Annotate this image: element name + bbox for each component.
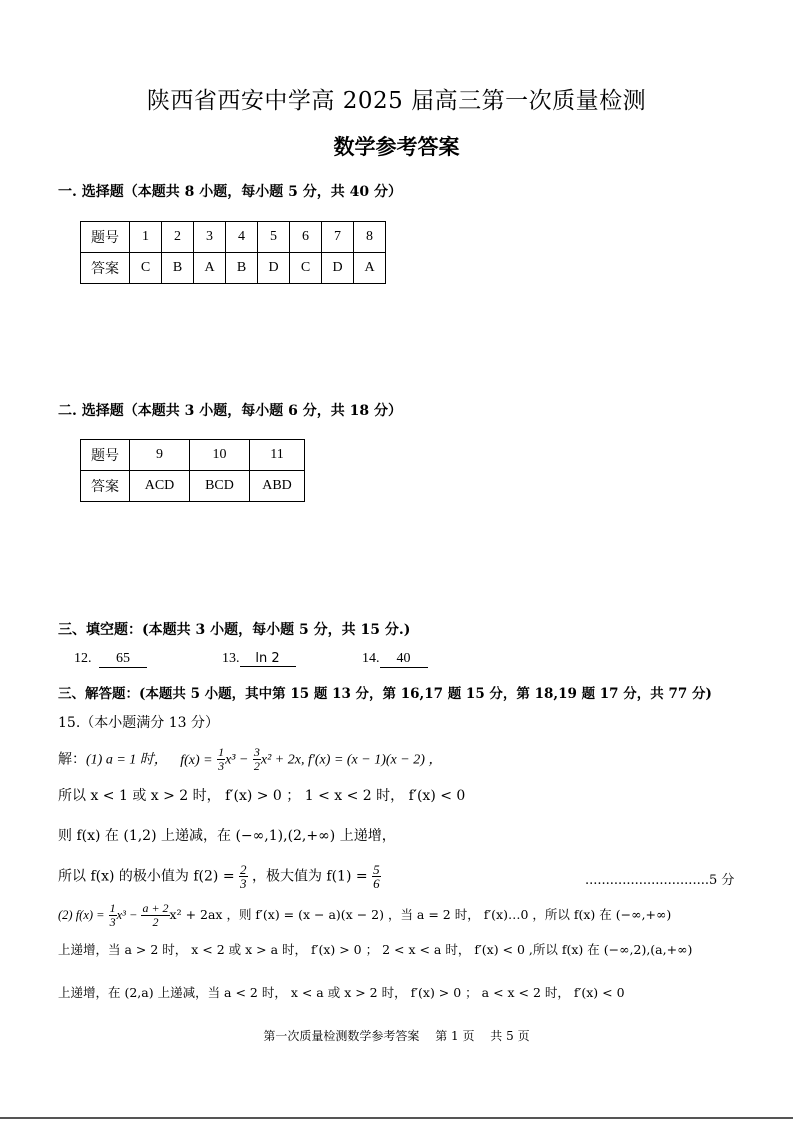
table-cell: ACD [130, 471, 190, 502]
table-cell: 7 [322, 222, 354, 253]
page-footer: 第一次质量检测数学参考答案 第 1 页 共 5 页 [263, 1029, 530, 1043]
table-cell: 11 [250, 440, 305, 471]
fill-value: ln 2 [240, 651, 296, 667]
solution-text: (1) a = 1 时， [86, 752, 168, 768]
fraction-num: 2 [240, 862, 247, 877]
table-cell: 10 [190, 440, 250, 471]
table-cell: D [258, 253, 290, 284]
section4-heading: 三、解答题：(本题共 5 小题，其中第 15 题 13 分，第 16,17 题 15 分，第 18,19 题 17 分，共 77 分) [58, 686, 712, 702]
fraction-num: 1 [109, 901, 116, 915]
table-header-cell: 题号 [81, 440, 130, 471]
solution-line-1 [58, 746, 442, 773]
fill-answer-13 [222, 651, 296, 667]
table-cell: C [130, 253, 162, 284]
section3-heading: 三、填空题：(本题共 3 小题，每小题 5 分，共 15 分.) [58, 622, 411, 638]
table-cell: A [194, 253, 226, 284]
fraction-num: 5 [373, 862, 380, 877]
table-cell: B [162, 253, 194, 284]
table-cell: ABD [250, 471, 305, 502]
table-header-cell: 答案 [81, 471, 130, 502]
fill-answer-14 [362, 651, 428, 668]
solution-text: f(x) = [180, 752, 213, 768]
table-row [81, 471, 305, 502]
table-cell: 4 [226, 222, 258, 253]
solution-line-5 [58, 902, 671, 929]
table-cell: 6 [290, 222, 322, 253]
table-cell: 9 [130, 440, 190, 471]
fraction [253, 746, 261, 773]
table-row [81, 253, 386, 284]
table-cell: 3 [194, 222, 226, 253]
fill-value: 65 [99, 651, 147, 668]
fill-number: 13. [222, 651, 240, 666]
fraction [109, 902, 117, 929]
answer-table-1 [80, 221, 386, 284]
table-header-cell: 题号 [81, 222, 130, 253]
table-cell: 2 [162, 222, 194, 253]
solution-line-6: 上递增，当 a > 2 时， x < 2 或 x > a 时， f′(x) > 0 ； 2 < x < a 时， f′(x) < 0 ,所以 f(x) 在 (−∞,2),(a,+∞) [58, 942, 693, 957]
score-marker: ..............................5 分 [585, 873, 735, 888]
solution-line-2: 所以 x < 1 或 x > 2 时， f′(x) > 0 ； 1 < x < 2 时， f′(x) < 0 [58, 788, 466, 804]
table-cell: 5 [258, 222, 290, 253]
page-title: 陕西省西安中学高 2025 届高三第一次质量检测 [146, 88, 647, 114]
fraction [239, 863, 248, 890]
fraction-den: 2 [152, 915, 159, 929]
table-cell: 1 [130, 222, 162, 253]
solution-text: (2) f(x) = [58, 908, 105, 922]
solution-text: x² + 2ax ，则 f′(x) = (x − a)(x − 2) ，当 a = 2 时， f′(x)…0 ，所以 f(x) 在 (−∞,+∞) [169, 907, 672, 922]
section2-heading: 二. 选择题（本题共 3 小题，每小题 6 分，共 18 分） [58, 403, 402, 419]
solution-line-7: 上递增，在 (2,a) 上递减，当 a < 2 时， x < a 或 x > 2 时， f′(x) > 0 ； a < x < 2 时， f′(x) < 0 [58, 985, 625, 1000]
table-cell: D [322, 253, 354, 284]
fraction-den: 3 [109, 915, 116, 929]
solution-text: x³ − [225, 752, 249, 768]
fill-number: 14. [362, 651, 380, 666]
fraction [141, 902, 169, 929]
fill-answer-12 [74, 651, 147, 668]
page-subtitle: 数学参考答案 [333, 134, 460, 159]
solution-text: ，极大值为 f(1) = [251, 868, 368, 885]
solution-line-4 [58, 863, 381, 890]
fraction [372, 863, 381, 890]
table-cell: BCD [190, 471, 250, 502]
solution-text: 所以 f(x) 的极小值为 f(2) = [58, 868, 235, 885]
table-header-cell: 答案 [81, 253, 130, 284]
table-row [81, 222, 386, 253]
table-row [81, 440, 305, 471]
table-cell: 8 [354, 222, 386, 253]
section1-heading: 一. 选择题（本题共 8 小题，每小题 5 分，共 40 分） [58, 184, 402, 200]
fill-number: 12. [74, 651, 92, 666]
fraction-den: 6 [373, 876, 380, 891]
solution-line-3: 则 f(x) 在 (1,2) 上递减，在 (−∞,1),(2,+∞) 上递增， [58, 828, 396, 844]
table-cell: C [290, 253, 322, 284]
fraction-den: 3 [218, 759, 225, 773]
table-cell: B [226, 253, 258, 284]
fraction-num: 1 [218, 745, 225, 759]
fraction-num: a + 2 [142, 901, 169, 915]
bottom-divider [0, 1117, 793, 1119]
fraction-den: 2 [253, 759, 260, 773]
fill-value: 40 [380, 651, 428, 668]
solution-text: 解： [58, 751, 86, 768]
fraction-den: 3 [240, 876, 247, 891]
table-cell: A [354, 253, 386, 284]
fraction [217, 746, 225, 773]
question-15-title: 15.（本小题满分 13 分） [58, 715, 219, 731]
solution-text: x² + 2x, f′(x) = (x − 1)(x − 2) ， [260, 752, 443, 768]
solution-text: x³ − [116, 908, 138, 922]
fraction-num: 3 [253, 745, 260, 759]
answer-table-2 [80, 439, 305, 502]
